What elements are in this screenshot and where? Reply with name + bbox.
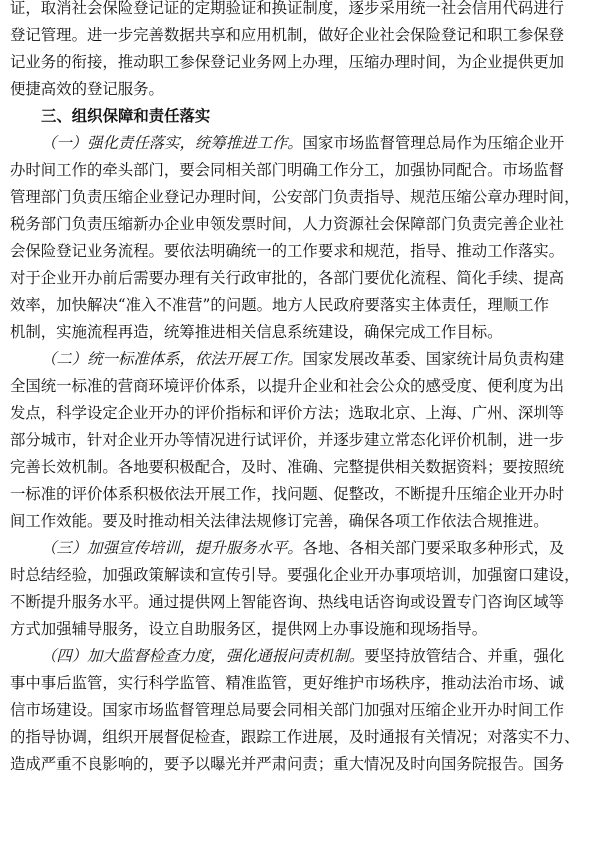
- paragraph-line: 全国统一标准的营商环境评价体系，以提升企业和社会公众的感受度、便利度为出: [10, 377, 565, 395]
- paragraph-line: 会保险登记业务流程。要依法明确统一的工作要求和规范，指导、推动工作落实。: [10, 242, 565, 260]
- paragraph-text: 各地、各相关部门要采取多种形式，及: [302, 539, 565, 557]
- paragraph-line: 记业务的衔接，推动职工参保登记业务网上办理，压缩办理时间，为企业提供更加: [10, 53, 565, 71]
- paragraph-first-line: [10, 130, 600, 157]
- paragraph-line: 完善长效机制。各地要积极配合，及时、准确、完整提供相关数据资料；要按照统: [10, 458, 565, 476]
- section-heading: 三、组织保障和责任落实: [41, 107, 211, 125]
- paragraph-line: 一标准的评价体系积极依法开展工作，找问题、促整改，不断提升压缩企业开办时: [10, 485, 565, 503]
- paragraph-line: 造成严重不良影响的，要予以曝光并严肃问责；重大情况及时向国务院报告。国务: [10, 755, 565, 773]
- paragraph-line: 效率，加快解决“准入不准营”的问题。地方人民政府要落实主体责任，理顺工作: [10, 296, 550, 314]
- paragraph-line: 信市场建设。国家市场监督管理总局要会同相关部门加强对压缩企业开办时间工作: [10, 701, 565, 719]
- paragraph-line: 时总结经验，加强政策解读和宣传引导。要强化企业开办事项培训，加强窗口建设，: [10, 566, 580, 584]
- paragraph-text: 国家市场监督管理总局作为压缩企业开: [302, 134, 565, 152]
- subsection-title: （三）加强宣传培训，提升服务水平。: [41, 539, 303, 557]
- paragraph-line: 间工作效能。要及时推动相关法律法规修订完善，确保各项工作依法合规推进。: [10, 512, 549, 530]
- paragraph-line: 事中事后监管，实行科学监管、精准监管，更好维护市场秩序，推动法治市场、诚: [10, 674, 565, 692]
- paragraph-line: 机制，实施流程再造，统筹推进相关信息系统建设，确保完成工作目标。: [10, 323, 503, 341]
- paragraph-line: 发点，科学设定企业开办的评价指标和评价方法；选取北京、上海、广州、深圳等: [10, 404, 565, 422]
- paragraph-first-line: [10, 346, 600, 373]
- paragraph-line: 方式加强辅导服务，设立自助服务区，提供网上办事设施和现场指导。: [10, 620, 488, 638]
- paragraph-line: 税务部门负责压缩新办企业申领发票时间，人力资源社会保障部门负责完善企业社: [10, 215, 565, 233]
- paragraph-line: 便捷高效的登记服务。: [10, 80, 164, 98]
- paragraph-line: 登记管理。进一步完善数据共享和应用机制，做好企业社会保险登记和职工参保登: [10, 26, 565, 44]
- subsection-title: （四）加大监督检查力度，强化通报问责机制。: [41, 647, 365, 665]
- paragraph-text: 国家发展改革委、国家统计局负责构建: [302, 350, 565, 368]
- paragraph-line: 管理部门负责压缩企业登记办理时间，公安部门负责指导、规范压缩公章办理时间，: [10, 188, 580, 206]
- paragraph-text: 要坚持放管结合、并重，强化: [364, 647, 565, 665]
- paragraph-line: 办时间工作的牵头部门，要会同相关部门明确工作分工，加强协同配合。市场监督: [10, 161, 565, 179]
- paragraph-line: 的指导协调，组织开展督促检查，跟踪工作进展，及时通报有关情况；对落实不力、: [10, 728, 580, 746]
- paragraph-line: 证，取消社会保险登记证的定期验证和换证制度，逐步采用统一社会信用代码进行: [10, 0, 565, 17]
- subsection-title: （二）统一标准体系，依法开展工作。: [41, 350, 303, 368]
- paragraph-first-line: [10, 643, 600, 670]
- paragraph-first-line: [10, 535, 600, 562]
- paragraph-line: 对于企业开办前后需要办理有关行政审批的，各部门要优化流程、简化手续、提高: [10, 269, 565, 287]
- subsection-title: （一）强化责任落实，统筹推进工作。: [41, 134, 303, 152]
- paragraph-line: 部分城市，针对企业开办等情况进行试评价，并逐步建立常态化评价机制，进一步: [10, 431, 565, 449]
- paragraph-line: 不断提升服务水平。通过提供网上智能咨询、热线电话咨询或设置专门咨询区域等: [10, 593, 565, 611]
